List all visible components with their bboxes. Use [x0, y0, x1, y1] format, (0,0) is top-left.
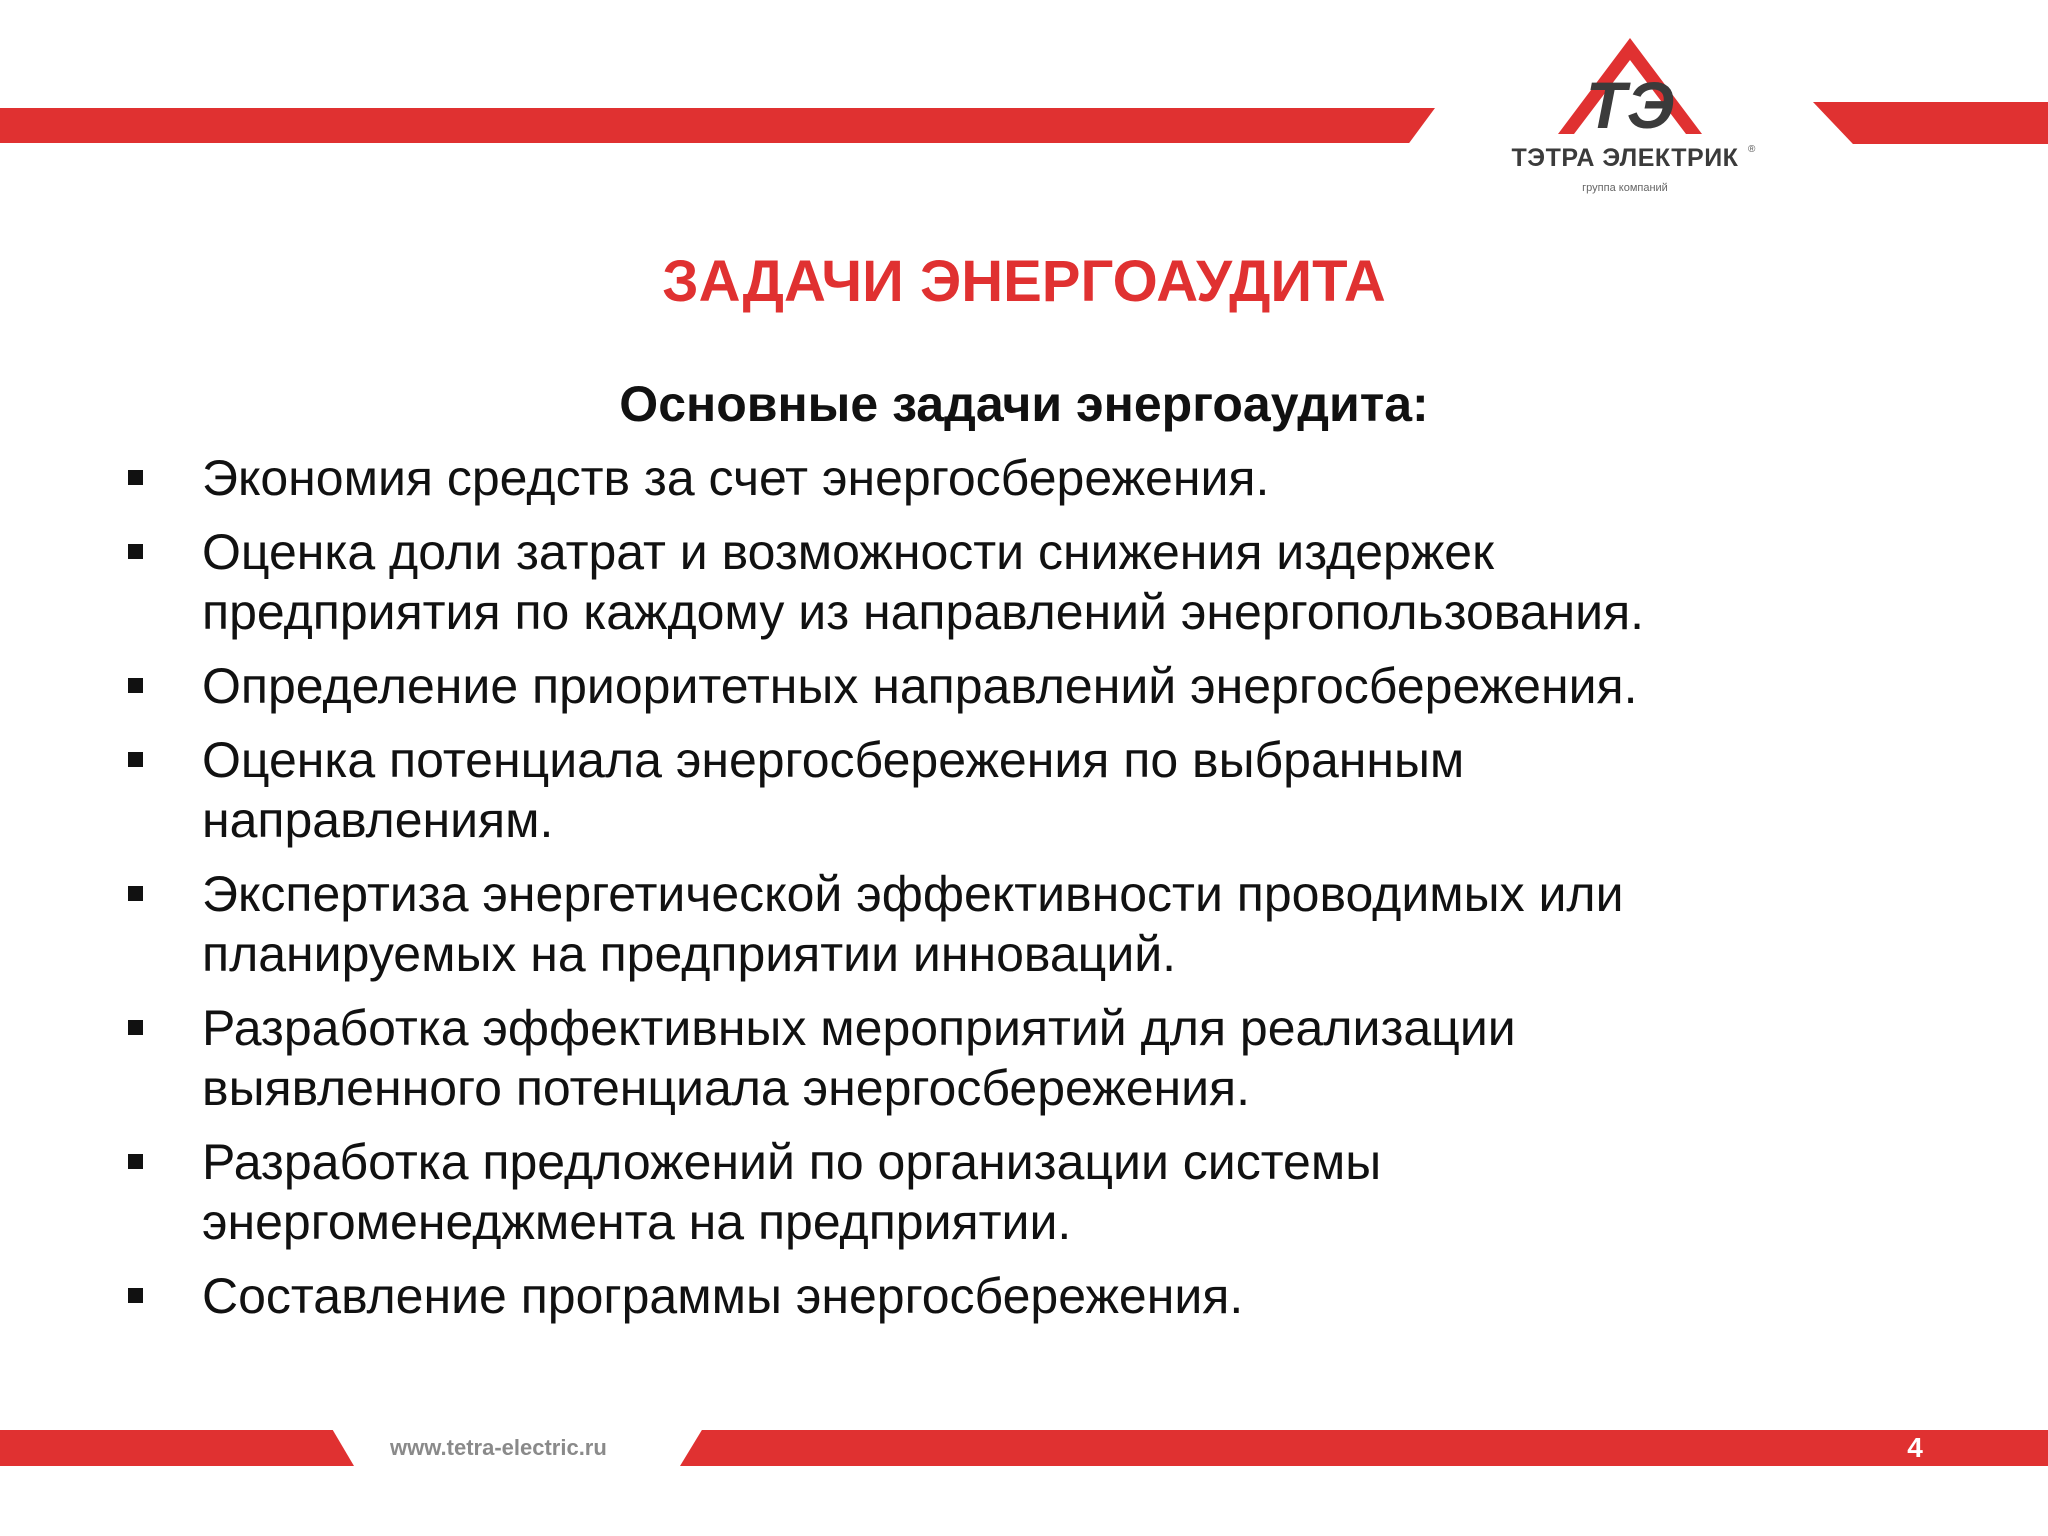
page-title: ЗАДАЧИ ЭНЕРГОАУДИТА — [662, 249, 1386, 314]
square-bullet-icon — [128, 544, 143, 559]
list-item-line: Оценка потенциала энергосбережения по выбранным — [202, 732, 1465, 788]
square-bullet-icon — [128, 470, 143, 485]
list-item-line: Разработка эффективных мероприятий для реализации — [202, 1000, 1516, 1056]
logo-company-name: ТЭТРА ЭЛЕКТРИК — [1511, 144, 1739, 172]
logo-mark-text: ТЭ — [1585, 68, 1675, 142]
bottom-right-red-stripe — [680, 1430, 2048, 1466]
square-bullet-icon — [128, 1020, 143, 1035]
tetra-electric-triangle-logo-icon — [1552, 36, 1708, 146]
square-bullet-icon — [128, 886, 143, 901]
list-item — [126, 730, 1986, 850]
list-item-line: Определение приоритетных направлений энергосбережения. — [202, 658, 1638, 714]
square-bullet-icon — [128, 1288, 143, 1303]
task-list — [126, 448, 1986, 1340]
list-item — [126, 998, 1986, 1118]
list-item-line: планируемых на предприятии инноваций. — [202, 926, 1177, 982]
square-bullet-icon — [128, 752, 143, 767]
list-item-line: Экспертиза энергетической эффективности проводимых или — [202, 866, 1624, 922]
square-bullet-icon — [128, 1154, 143, 1169]
company-logo — [1490, 36, 1770, 201]
section-subtitle: Основные задачи энергоаудита: — [619, 376, 1429, 432]
logo-registered-mark: ® — [1748, 144, 1756, 155]
logo-subtitle: группа компаний — [1582, 182, 1668, 194]
list-item-line: Оценка доли затрат и возможности снижения издержек — [202, 524, 1494, 580]
list-item-line: Разработка предложений по организации системы — [202, 1134, 1382, 1190]
list-item-line: выявленного потенциала энергосбережения. — [202, 1060, 1251, 1116]
list-item-line: Экономия средств за счет энергосбережения. — [202, 450, 1270, 506]
list-item — [126, 1266, 1986, 1326]
top-left-red-stripe — [0, 108, 1435, 143]
top-right-red-stripe — [1813, 102, 2048, 144]
list-item — [126, 448, 1986, 508]
list-item — [126, 864, 1986, 984]
bottom-left-red-stripe — [0, 1430, 354, 1466]
list-item — [126, 1132, 1986, 1252]
square-bullet-icon — [128, 678, 143, 693]
list-item-line: Составление программы энергосбережения. — [202, 1268, 1244, 1324]
footer-website-link[interactable]: www.tetra-electric.ru — [390, 1435, 607, 1460]
list-item-line: энергоменеджмента на предприятии. — [202, 1194, 1072, 1250]
page-number: 4 — [1907, 1432, 1923, 1463]
list-item-line: направлениям. — [202, 792, 554, 848]
list-item — [126, 522, 1986, 642]
list-item-line: предприятия по каждому из направлений энергопользования. — [202, 584, 1645, 640]
list-item — [126, 656, 1986, 716]
